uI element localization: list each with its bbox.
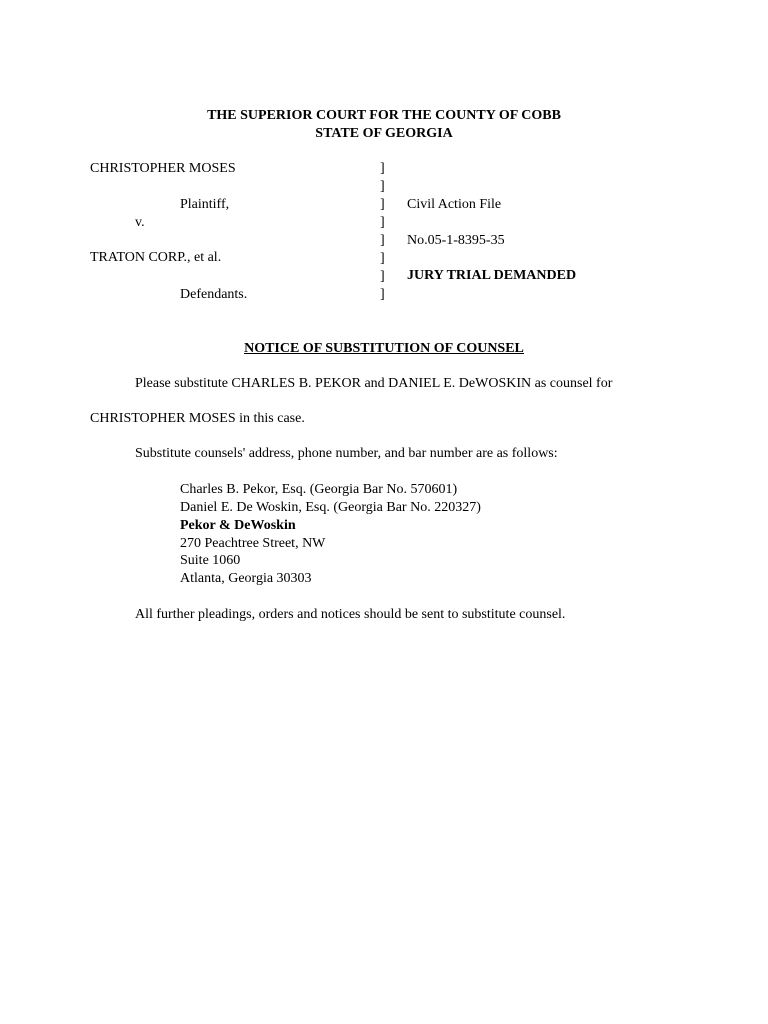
caption-bracket: ]	[380, 251, 385, 266]
versus-label: v.	[135, 215, 145, 230]
firm-name: Pekor & DeWoskin	[180, 518, 296, 533]
civil-action-label: Civil Action File	[407, 197, 502, 212]
address-intro-paragraph: Substitute counsels' address, phone number, and bar number are as follows:	[135, 446, 558, 461]
plaintiff-role: Plaintiff,	[180, 197, 230, 212]
firm-street: 270 Peachtree Street, NW	[180, 536, 326, 551]
caption-bracket: ]	[380, 179, 385, 194]
defendant-name: TRATON CORP., et al.	[90, 250, 222, 265]
caption-bracket: ]	[380, 287, 385, 302]
plaintiff-name: CHRISTOPHER MOSES	[90, 161, 236, 176]
caption-bracket: ]	[380, 215, 385, 230]
state-heading: STATE OF GEORGIA	[315, 126, 453, 141]
substitution-paragraph-line1: Please substitute CHARLES B. PEKOR and DANIEL E. DeWOSKIN as counsel for	[135, 376, 613, 391]
jury-demand: JURY TRIAL DEMANDED	[407, 268, 577, 283]
caption-bracket: ]	[380, 197, 385, 212]
caption-bracket: ]	[380, 233, 385, 248]
firm-city: Atlanta, Georgia 30303	[180, 571, 312, 586]
substitution-paragraph-line2: CHRISTOPHER MOSES in this case.	[90, 411, 305, 426]
caption-bracket: ]	[380, 161, 385, 176]
notice-title: NOTICE OF SUBSTITUTION OF COUNSEL	[244, 341, 524, 356]
firm-suite: Suite 1060	[180, 553, 241, 568]
file-number: No.05-1-8395-35	[407, 233, 505, 248]
attorney-pekor: Charles B. Pekor, Esq. (Georgia Bar No. 570601)	[180, 482, 458, 497]
attorney-dewoskin: Daniel E. De Woskin, Esq. (Georgia Bar No. 220327)	[180, 500, 481, 515]
caption-bracket: ]	[380, 269, 385, 284]
court-heading: THE SUPERIOR COURT FOR THE COUNTY OF COBB	[207, 108, 561, 123]
defendant-role: Defendants.	[180, 287, 248, 302]
service-paragraph: All further pleadings, orders and notices should be sent to substitute counsel.	[135, 607, 566, 622]
